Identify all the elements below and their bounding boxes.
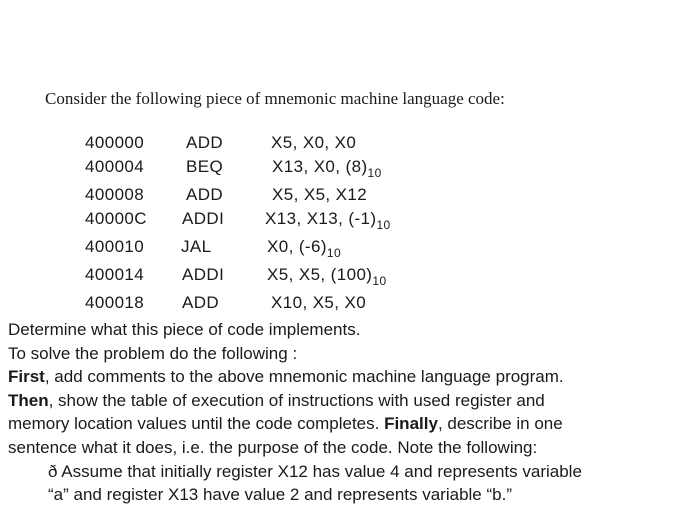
code-mnemonic: ADD — [186, 185, 224, 204]
finally-step-text: sentence what it does, i.e. the purpose of the code. Note the following: — [8, 437, 538, 457]
code-mnemonic: ADD — [182, 293, 220, 312]
code-address: 400010 — [85, 237, 145, 256]
code-address: 40000C — [85, 209, 147, 228]
then-step-text: Then, show the table of execution of instructions with used register and — [8, 390, 545, 410]
intro-text: Consider the following piece of mnemonic machine language code: — [45, 89, 505, 108]
code-mnemonic: BEQ — [186, 157, 224, 176]
code-operands: X13, X0, $(8)_{10}$ — [272, 157, 382, 180]
code-address: 400000 — [85, 133, 145, 152]
code-address: 400008 — [85, 185, 145, 204]
code-operands: X0, $(-6)_{10}$ — [267, 237, 342, 260]
solve-text: To solve the problem do the following : — [8, 343, 298, 363]
code-operands: X5, X5, X12 — [272, 185, 368, 204]
code-operands: X13, X13, $(-1)_{10}$ — [265, 209, 391, 232]
determine-text: Determine what this piece of code implements. — [8, 320, 361, 339]
code-address: 400018 — [85, 293, 145, 312]
then-step-text-cont: memory location values until the code completes. Finally, describe in one — [8, 414, 563, 434]
code-mnemonic: JAL — [181, 237, 212, 256]
code-address: 400004 — [85, 157, 145, 176]
first-step-text: First, add comments to the above mnemonic machine language program. — [8, 367, 564, 387]
assumption-note-cont: “a” and register X13 have value 2 and represents variable “b.” — [48, 485, 512, 505]
code-operands: X10, X5, X0 — [271, 293, 367, 312]
code-operands: X5, X5, $(100)_{10}$ — [267, 265, 387, 288]
code-mnemonic: ADDI — [182, 209, 225, 228]
assumption-note: ð Assume that initially register X12 has value 4 and represents variable — [48, 461, 582, 481]
instructions-block — [8, 318, 698, 507]
code-mnemonic: ADD — [186, 133, 224, 152]
code-address: 400014 — [85, 265, 145, 284]
code-mnemonic: ADDI — [182, 265, 225, 284]
code-operands: X5, X0, X0 — [271, 133, 357, 152]
